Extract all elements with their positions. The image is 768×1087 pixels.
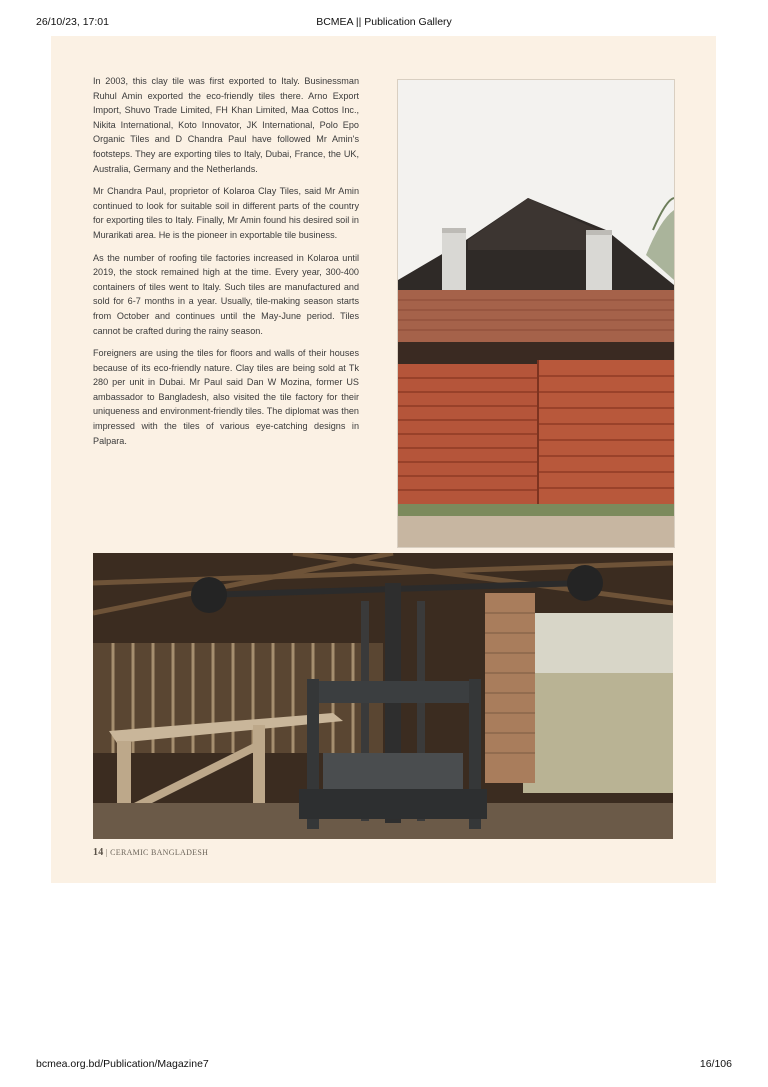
print-page-title: BCMEA || Publication Gallery [316,16,452,28]
print-url: bcmea.org.bd/Publication/Magazine7 [36,1058,209,1070]
folio [93,847,208,858]
print-page-counter: 16/106 [699,1058,732,1070]
print-footer [0,1058,768,1074]
tile-press-photo [93,553,673,839]
page-number: 14 [93,847,104,858]
magazine-page [51,36,716,883]
folio-separator: | [103,848,111,857]
article-paragraph: In 2003, this clay tile was first exported to Italy. Businessman Ruhul Amin exported the eco-friendly tiles there. Arno Export Import, Shuvo Trade Limited, FH Khan Limited, Maa Cottos Inc., Nikita International, Koto Innovator, JK International, Polo Epo Organic Tiles and D Chandra Paul have followed Mr Amin's footsteps. They are exporting tiles to Italy, Dubai, France, the UK, Australia, Germany and the Netherlands. [93,76,359,174]
tile-house-photo [397,79,675,548]
article-paragraph: Foreigners are using the tiles for floors and walls of their houses because of its eco-friendly nature. Clay tiles are being sold at Tk 280 per unit in Dubai. Mr Paul said Dan W Mozina, former US ambassador to Bangladesh, also visited the tile factory for their uniqueness and environment-friendly tiles. The diplomat was then impressed with the tiles of various eye-catching designs in Palpara. [93,348,359,446]
article-paragraph: As the number of roofing tile factories increased in Kolaroa until 2019, the stock remained high at the time. Every year, 300-400 containers of tiles went to Italy. Such tiles are manufactured and sold for 6-7 months in a year. Usually, tile-making season starts from October and continues until the May-June period. Tiles cannot be crafted during the rainy season. [93,252,359,336]
print-header [0,16,768,32]
magazine-name: CERAMIC BANGLADESH [110,848,209,857]
article-paragraph: Mr Chandra Paul, proprietor of Kolaroa Clay Tiles, said Mr Amin continued to look for suitable soil in different parts of the country for exporting tiles to Italy. Finally, Mr Amin found his desired soil in Murarikati area. He is the pioneer in exportable tile business. [93,186,359,240]
print-datetime: 26/10/23, 17:01 [36,16,109,28]
article-text [93,74,359,456]
